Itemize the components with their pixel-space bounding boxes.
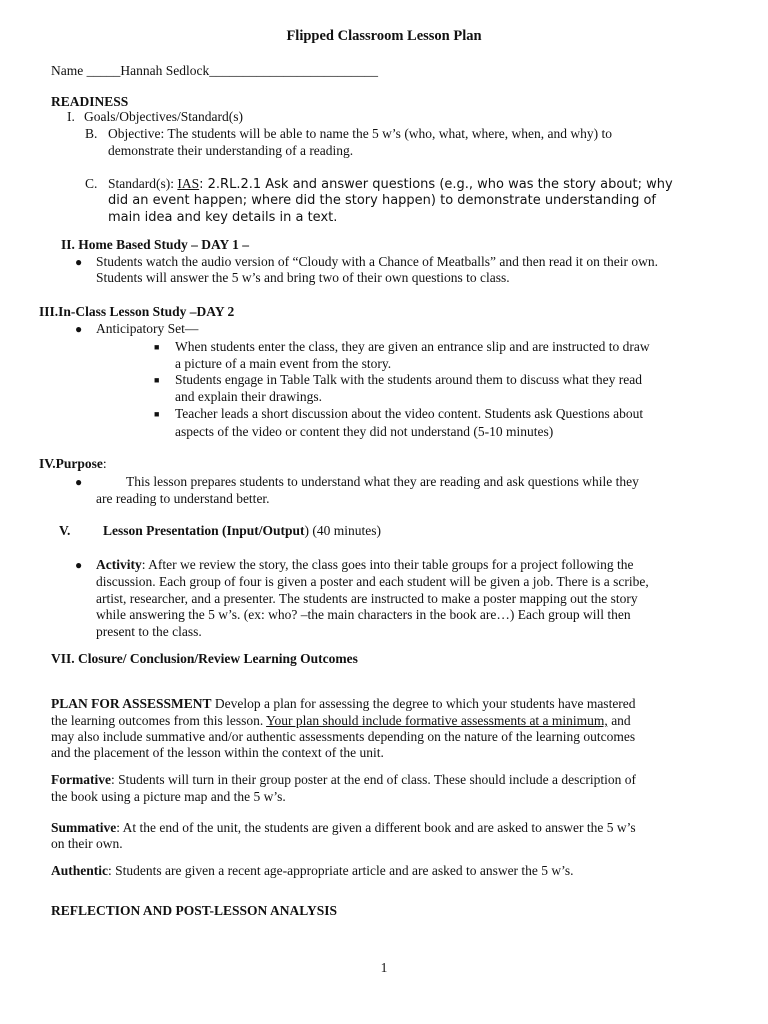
summative-text: : At the end of the unit, the students are given a different book and are asked to answer the 5 w’s [116, 820, 636, 835]
purpose-line-1: This lesson prepares students to understand what they are reading and ask questions while they [126, 474, 639, 489]
name-value: _____Hannah Sedlock_________________________ [86, 63, 378, 78]
purpose-line-2: are reading to understand better. [96, 491, 270, 506]
presentation-duration: ) (40 minutes) [304, 523, 382, 538]
objective-line-2: demonstrate their understanding of a reading. [108, 143, 354, 158]
purpose-heading [39, 456, 107, 472]
bullet-icon: ● [75, 475, 83, 489]
name-line [51, 63, 378, 79]
presentation-label: V. [59, 523, 71, 538]
standard-lead: Standard(s): [108, 176, 178, 191]
readiness-heading: READINESS [51, 94, 129, 109]
summative-line-1 [51, 820, 636, 836]
page-number: 1 [380, 960, 388, 975]
assessment-text: Develop a plan for assessing the degree to which your students have mastered [211, 696, 636, 711]
assessment-underlined: Your plan should include formative assessments at a minimum, [266, 713, 608, 728]
standard-line-3: main idea and key details in a text. [108, 210, 338, 225]
assessment-line-4: and the placement of the lesson within the context of the unit. [51, 745, 384, 760]
bullet-icon: ● [75, 322, 83, 336]
in-class-item-3-line-1: Teacher leads a short discussion about the video content. Students ask Questions about [175, 406, 644, 421]
activity-line-4: while answering the 5 w’s. (ex: who? –the main characters in the book are…) Each group will then [96, 607, 631, 622]
reflection-heading: REFLECTION AND POST-LESSON ANALYSIS [51, 903, 337, 918]
purpose-colon: : [102, 456, 107, 471]
square-bullet-icon: ■ [154, 409, 160, 419]
square-bullet-icon: ■ [154, 342, 160, 352]
activity-line-1 [96, 557, 633, 573]
activity-line-2: discussion. Each group of four is given a poster and each student will be given a job. There is a scribe, [96, 574, 649, 589]
presentation-heading [103, 523, 381, 539]
closure-heading: VII. Closure/ Conclusion/Review Learning Outcomes [51, 651, 358, 666]
objective-line-1 [108, 126, 612, 142]
in-class-item-1-line-1: When students enter the class, they are given an entrance slip and are instructed to draw [175, 339, 650, 354]
formative-label: Formative [51, 772, 111, 787]
activity-line-3: artist, researcher, and a presenter. The students are instructed to make a poster mapping out the story [96, 591, 638, 606]
summative-label: Summative [51, 820, 117, 835]
authentic-text: : Students are given a recent age-appropriate article and are asked to answer the 5 w’s. [108, 863, 574, 878]
assessment-text-a: the learning outcomes from this lesson. [51, 713, 267, 728]
in-class-item-1-line-2: a picture of a main event from the story. [175, 356, 392, 371]
authentic-line-1 [51, 863, 574, 879]
objective-label: B. [85, 126, 98, 141]
assessment-line-2 [51, 713, 631, 729]
summative-line-2: on their own. [51, 836, 123, 851]
assessment-line-1 [51, 696, 636, 712]
authentic-label: Authentic [51, 863, 108, 878]
presentation-title: Lesson Presentation (Input/Output [103, 523, 305, 538]
objective-text: The students will be able to name the 5 w’s (who, what, where, when, and why) to [164, 126, 613, 141]
in-class-heading: III.In-Class Lesson Study –DAY 2 [39, 304, 235, 319]
goals-label: I. [67, 109, 75, 124]
standard-line-1 [108, 176, 673, 193]
assessment-heading: PLAN FOR ASSESSMENT [51, 696, 212, 711]
bullet-icon: ● [75, 255, 83, 269]
assessment-text-b: and [607, 713, 631, 728]
activity-text: : After we review the story, the class goes into their table groups for a project following the [141, 557, 634, 572]
formative-line-1 [51, 772, 636, 788]
square-bullet-icon: ■ [154, 375, 160, 385]
in-class-item-3-line-2: aspects of the video or content they did not understand (5-10 minutes) [175, 424, 554, 439]
in-class-item-2-line-2: and explain their drawings. [175, 389, 322, 404]
activity-line-5: present to the class. [96, 624, 202, 639]
name-label: Name [51, 63, 84, 78]
anticipatory-set: Anticipatory Set— [96, 321, 199, 336]
ias-link: IAS [177, 176, 200, 191]
home-study-line-1: Students watch the audio version of “Cloudy with a Chance of Meatballs” and then read it on their own. [96, 254, 658, 269]
home-study-heading: II. Home Based Study – DAY 1 – [61, 237, 250, 252]
home-study-line-2: Students will answer the 5 w’s and bring two of their own questions to class. [96, 270, 510, 285]
standard-label: C. [85, 176, 98, 191]
formative-text: : Students will turn in their group poster at the end of class. These should include a description of [110, 772, 637, 787]
objective-lead: Objective: [108, 126, 165, 141]
assessment-line-3: may also include summative and/or authentic assessments depending on the nature of the learning outcomes [51, 729, 636, 744]
page-title: Flipped Classroom Lesson Plan [286, 28, 482, 44]
purpose-title: IV.Purpose [39, 456, 103, 471]
bullet-icon: ● [75, 558, 83, 572]
in-class-item-2-line-1: Students engage in Table Talk with the students around them to discuss what they read [175, 372, 643, 387]
goals-text: Goals/Objectives/Standard(s) [84, 109, 243, 124]
formative-line-2: the book using a picture map and the 5 w’s. [51, 789, 286, 804]
standard-line-2: did an event happen; where did the story happen) to demonstrate understanding of [108, 193, 656, 208]
activity-lead: Activity [96, 557, 142, 572]
standard-text: : 2.RL.2.1 Ask and answer questions (e.g., who was the story about; why [199, 177, 673, 192]
